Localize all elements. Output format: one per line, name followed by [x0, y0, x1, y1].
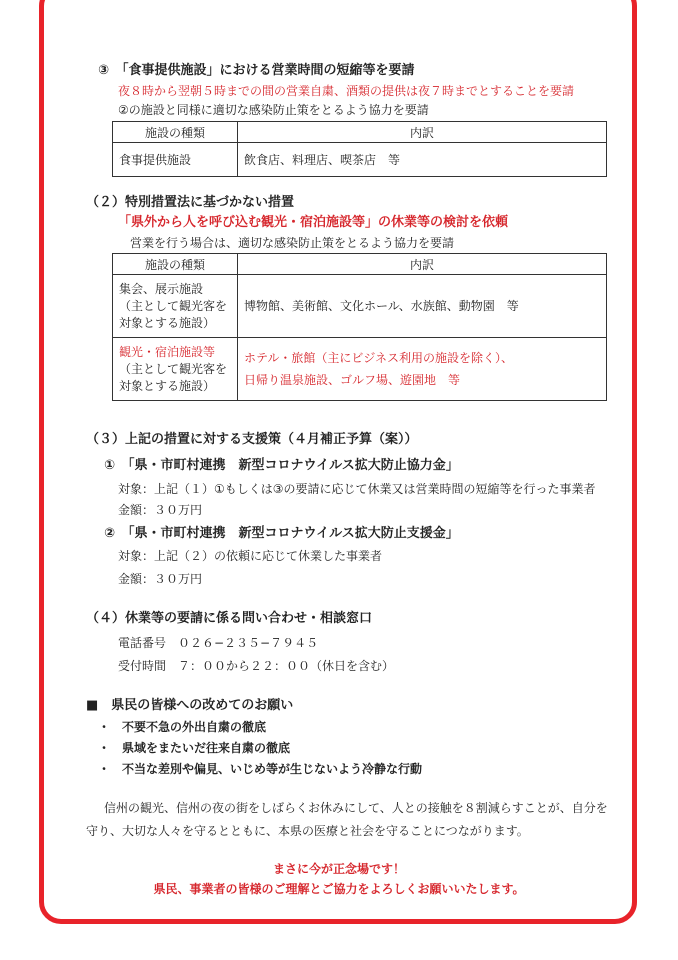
section-4-heading: （４）休業等の要請に係る問い合わせ・相談窓口 [86, 611, 373, 626]
request-bullet: ・ 不当な差別や偏見、いじめ等が生じないよう冷静な行動 [98, 762, 423, 776]
table-tourism-facilities [112, 253, 607, 401]
header-breakdown: 内訳 [238, 122, 607, 143]
section-3-heading: ③ 「食事提供施設」における営業時間の短縮等を要請 [98, 63, 415, 78]
contact-hours: 受付時間 ７：００から２２：００（休日を含む） [118, 659, 395, 673]
section-3-support-heading: （３）上記の措置に対する支援策（４月補正予算（案）） [86, 432, 418, 447]
cell-line: （主として観光客を [119, 298, 228, 313]
header-facility-type: 施設の種類 [113, 122, 238, 143]
table-row [113, 275, 607, 338]
support-item-1-amount: 金額：３０万円 [118, 503, 203, 517]
header-facility-type: 施設の種類 [113, 254, 238, 275]
table-meal-facilities [112, 121, 607, 177]
cell-line: 観光・宿泊施設等 [119, 344, 216, 359]
table-row [113, 143, 607, 177]
cell-facility-type [113, 338, 238, 401]
section-3-note: ②の施設と同様に適切な感染防止策をとるよう協力を要請 [118, 103, 429, 117]
support-item-2-title: ② 「県・市町村連携 新型コロナウイルス拡大防止支援金」 [104, 526, 459, 541]
cell-facility-type [113, 275, 238, 338]
request-bullet: ・ 県域をまたいだ往来自粛の徹底 [98, 741, 291, 755]
support-item-1-target: 対象：上記（１）①もしくは③の要請に応じて休業又は営業時間の短縮等を行った事業者 [118, 482, 596, 496]
section-2-note: 営業を行う場合は、適切な感染防止策をとるよう協力を要請 [130, 236, 455, 250]
request-bullet: ・ 不要不急の外出自粛の徹底 [98, 720, 267, 734]
cell-line: 日帰り温泉施設、ゴルフ場、遊園地 等 [244, 373, 461, 387]
cell-breakdown: 飲食店、料理店、喫茶店 等 [238, 143, 607, 177]
cell-line: 博物館、美術館、文化ホール、水族館、動物園 等 [244, 298, 519, 313]
cell-line: （主として観光客を [119, 361, 228, 376]
table-header-row [113, 122, 607, 143]
support-item-1-title: ① 「県・市町村連携 新型コロナウイルス拡大防止協力金」 [104, 458, 459, 473]
closing-paragraph-line-2: 守り、大切な人々を守るとともに、本県の医療と社会を守ることにつながります。 [86, 824, 529, 838]
cell-line: 集会、展示施設 [119, 281, 204, 296]
section-2-red-line: 「県外から人を呼び込む観光・宿泊施設等」の休業等の検討を依頼 [118, 215, 509, 230]
closing-red-line-1: まさに今が正念場です！ [272, 862, 405, 876]
cell-breakdown [238, 338, 607, 401]
table-header-row [113, 254, 607, 275]
section-2-heading: （２）特別措置法に基づかない措置 [86, 195, 295, 210]
cell-breakdown [238, 275, 607, 338]
contact-phone: 電話番号 ０２６−２３５−７９４５ [118, 636, 319, 650]
cell-line: 対象とする施設） [119, 378, 216, 393]
closing-paragraph-line-1: 信州の観光、信州の夜の街をしばらくお休みにして、人との接触を８割減らすことが、自分を [104, 801, 608, 815]
cell-facility-type: 食事提供施設 [113, 143, 238, 177]
support-item-2-target: 対象：上記（２）の依頼に応じて休業した事業者 [118, 549, 383, 563]
request-heading: ■ 県民の皆様への改めてのお願い [86, 698, 294, 713]
cell-line: ホテル・旅館（主にビジネス利用の施設を除く）、 [244, 351, 514, 365]
table-row [113, 338, 607, 401]
closing-red-line-2: 県民、事業者の皆様のご理解とご協力をよろしくお願いいたします。 [153, 882, 525, 896]
cell-line: 対象とする施設） [119, 315, 216, 330]
support-item-2-amount: 金額：３０万円 [118, 572, 203, 586]
section-3-red-line: 夜８時から翌朝５時までの間の営業自粛、酒類の提供は夜７時までとすることを要請 [118, 84, 575, 98]
header-breakdown: 内訳 [238, 254, 607, 275]
